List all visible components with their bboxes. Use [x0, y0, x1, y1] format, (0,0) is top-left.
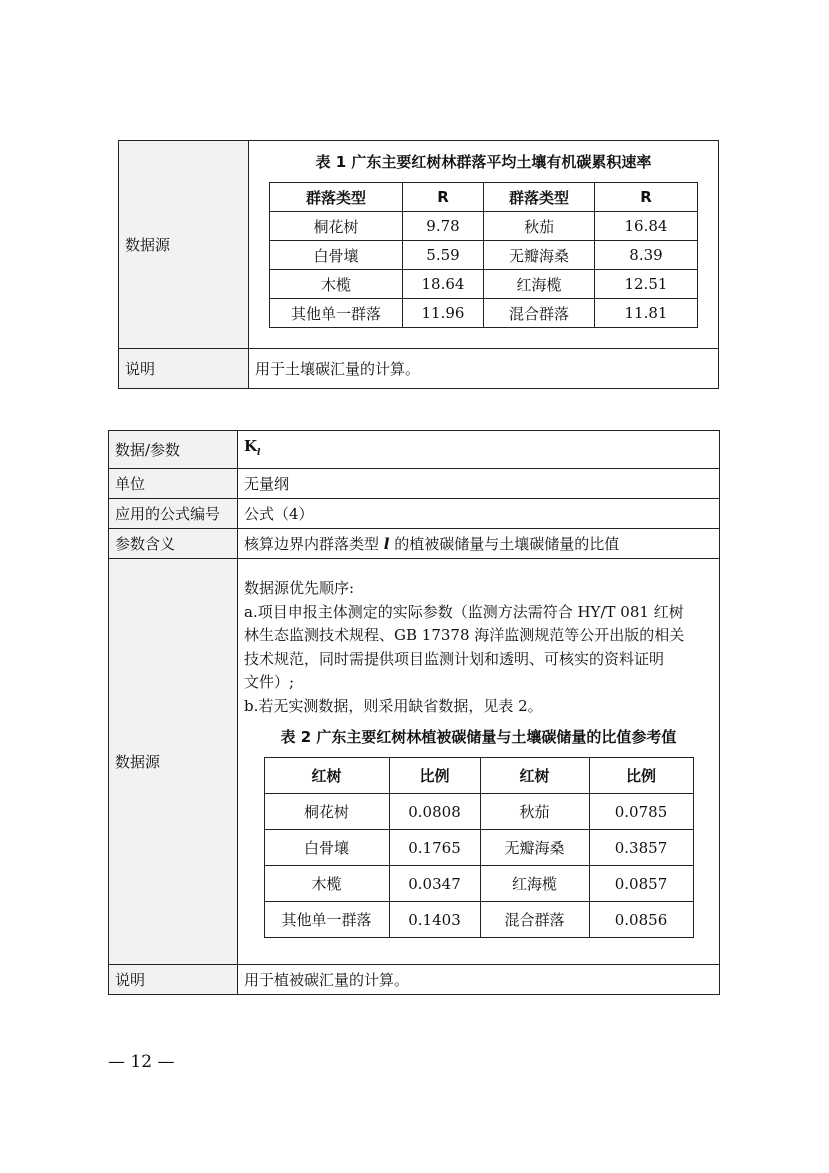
table-cell: 0.1403 — [389, 902, 480, 938]
text-line: 技术规范，同时需提供项目监测计划和透明、可核实的资料证明 — [244, 649, 665, 668]
text-line: 文件）; — [244, 673, 295, 691]
meaning-value: 核算边界内群落类型 l 的植被碳储量与土壤碳储量的比值 — [238, 529, 720, 559]
param-symbol-cell — [238, 431, 720, 469]
table-cell: 白骨壤 — [264, 830, 389, 866]
table-row — [264, 794, 693, 830]
table-cell: 红海榄 — [480, 866, 589, 902]
table-cell: 0.0808 — [389, 794, 480, 830]
note-label: 说明 — [109, 965, 238, 995]
text-line: a.项目申报主体测定的实际参数（监测方法需符合 HY/T 081 红树 — [244, 602, 684, 621]
table-cell: 0.0347 — [389, 866, 480, 902]
table-cell: 11.81 — [595, 299, 698, 328]
table-cell: 木榄 — [270, 270, 403, 299]
table-cell: 0.0856 — [589, 902, 693, 938]
table-cell: 12.51 — [595, 270, 698, 299]
table1 — [269, 182, 698, 328]
table-cell: 秋茄 — [484, 212, 595, 241]
param-symbol: $K_l$ — [244, 437, 261, 458]
soil-carbon-data-table — [118, 140, 719, 389]
table-cell: 0.3857 — [589, 830, 693, 866]
table2-header-row — [264, 758, 693, 794]
table-row — [270, 270, 698, 299]
table-cell: 桐花树 — [264, 794, 389, 830]
vegetation-ratio-parameter-table — [108, 430, 720, 995]
data-source-label: 数据源 — [109, 559, 238, 965]
table-cell: 0.1765 — [389, 830, 480, 866]
table2-header: 比例 — [389, 758, 480, 794]
table1-header: R — [595, 183, 698, 212]
table-cell: 其他单一群落 — [270, 299, 403, 328]
table2-caption: 表 2 广东主要红树林植被碳储量与土壤碳储量的比值参考值 — [280, 728, 677, 746]
table2-header: 红树 — [264, 758, 389, 794]
table-row — [270, 299, 698, 328]
table1-header-row — [270, 183, 698, 212]
text-line: 数据源优先顺序: — [244, 579, 355, 597]
table-cell: 5.59 — [403, 241, 484, 270]
formula-value: 公式（4） — [238, 499, 720, 529]
table-cell: 混合群落 — [484, 299, 595, 328]
table-row — [270, 212, 698, 241]
table-cell: 红海榄 — [484, 270, 595, 299]
table-cell: 18.64 — [403, 270, 484, 299]
table1-header: R — [403, 183, 484, 212]
table-cell: 无瓣海桑 — [480, 830, 589, 866]
table-cell: 其他单一群落 — [264, 902, 389, 938]
table2 — [264, 757, 694, 938]
page-number: — 12 — — [108, 1052, 175, 1072]
param-label: 数据/参数 — [109, 431, 238, 469]
table-cell: 11.96 — [403, 299, 484, 328]
table1-header: 群落类型 — [484, 183, 595, 212]
table2-header: 红树 — [480, 758, 589, 794]
table-cell: 桐花树 — [270, 212, 403, 241]
table1-header: 群落类型 — [270, 183, 403, 212]
table-cell: 混合群落 — [480, 902, 589, 938]
text-line: b.若无实测数据，则采用缺省数据，见表 2。 — [244, 696, 543, 715]
table-row — [264, 830, 693, 866]
data-source-cell — [249, 141, 719, 349]
note-text: 用于土壤碳汇量的计算。 — [249, 349, 719, 389]
table-cell: 9.78 — [403, 212, 484, 241]
note-label: 说明 — [119, 349, 249, 389]
table-row — [264, 902, 693, 938]
data-source-label: 数据源 — [119, 141, 249, 349]
table-row — [264, 866, 693, 902]
table-cell: 白骨壤 — [270, 241, 403, 270]
data-source-text — [244, 577, 713, 718]
data-source-cell — [238, 559, 720, 965]
table-cell: 0.0785 — [589, 794, 693, 830]
table-cell: 8.39 — [595, 241, 698, 270]
note-text: 用于植被碳汇量的计算。 — [238, 965, 720, 995]
table-cell: 0.0857 — [589, 866, 693, 902]
unit-value: 无量纲 — [238, 469, 720, 499]
table2-header: 比例 — [589, 758, 693, 794]
table-cell: 16.84 — [595, 212, 698, 241]
table-row — [270, 241, 698, 270]
meaning-label: 参数含义 — [109, 529, 238, 559]
table-cell: 木榄 — [264, 866, 389, 902]
formula-label: 应用的公式编号 — [109, 499, 238, 529]
table-cell: 无瓣海桑 — [484, 241, 595, 270]
table1-caption: 表 1 广东主要红树林群落平均土壤有机碳累积速率 — [315, 153, 652, 171]
table-cell: 秋茄 — [480, 794, 589, 830]
unit-label: 单位 — [109, 469, 238, 499]
text-line: 林生态监测技术规程、GB 17378 海洋监测规范等公开出版的相关 — [244, 626, 685, 644]
